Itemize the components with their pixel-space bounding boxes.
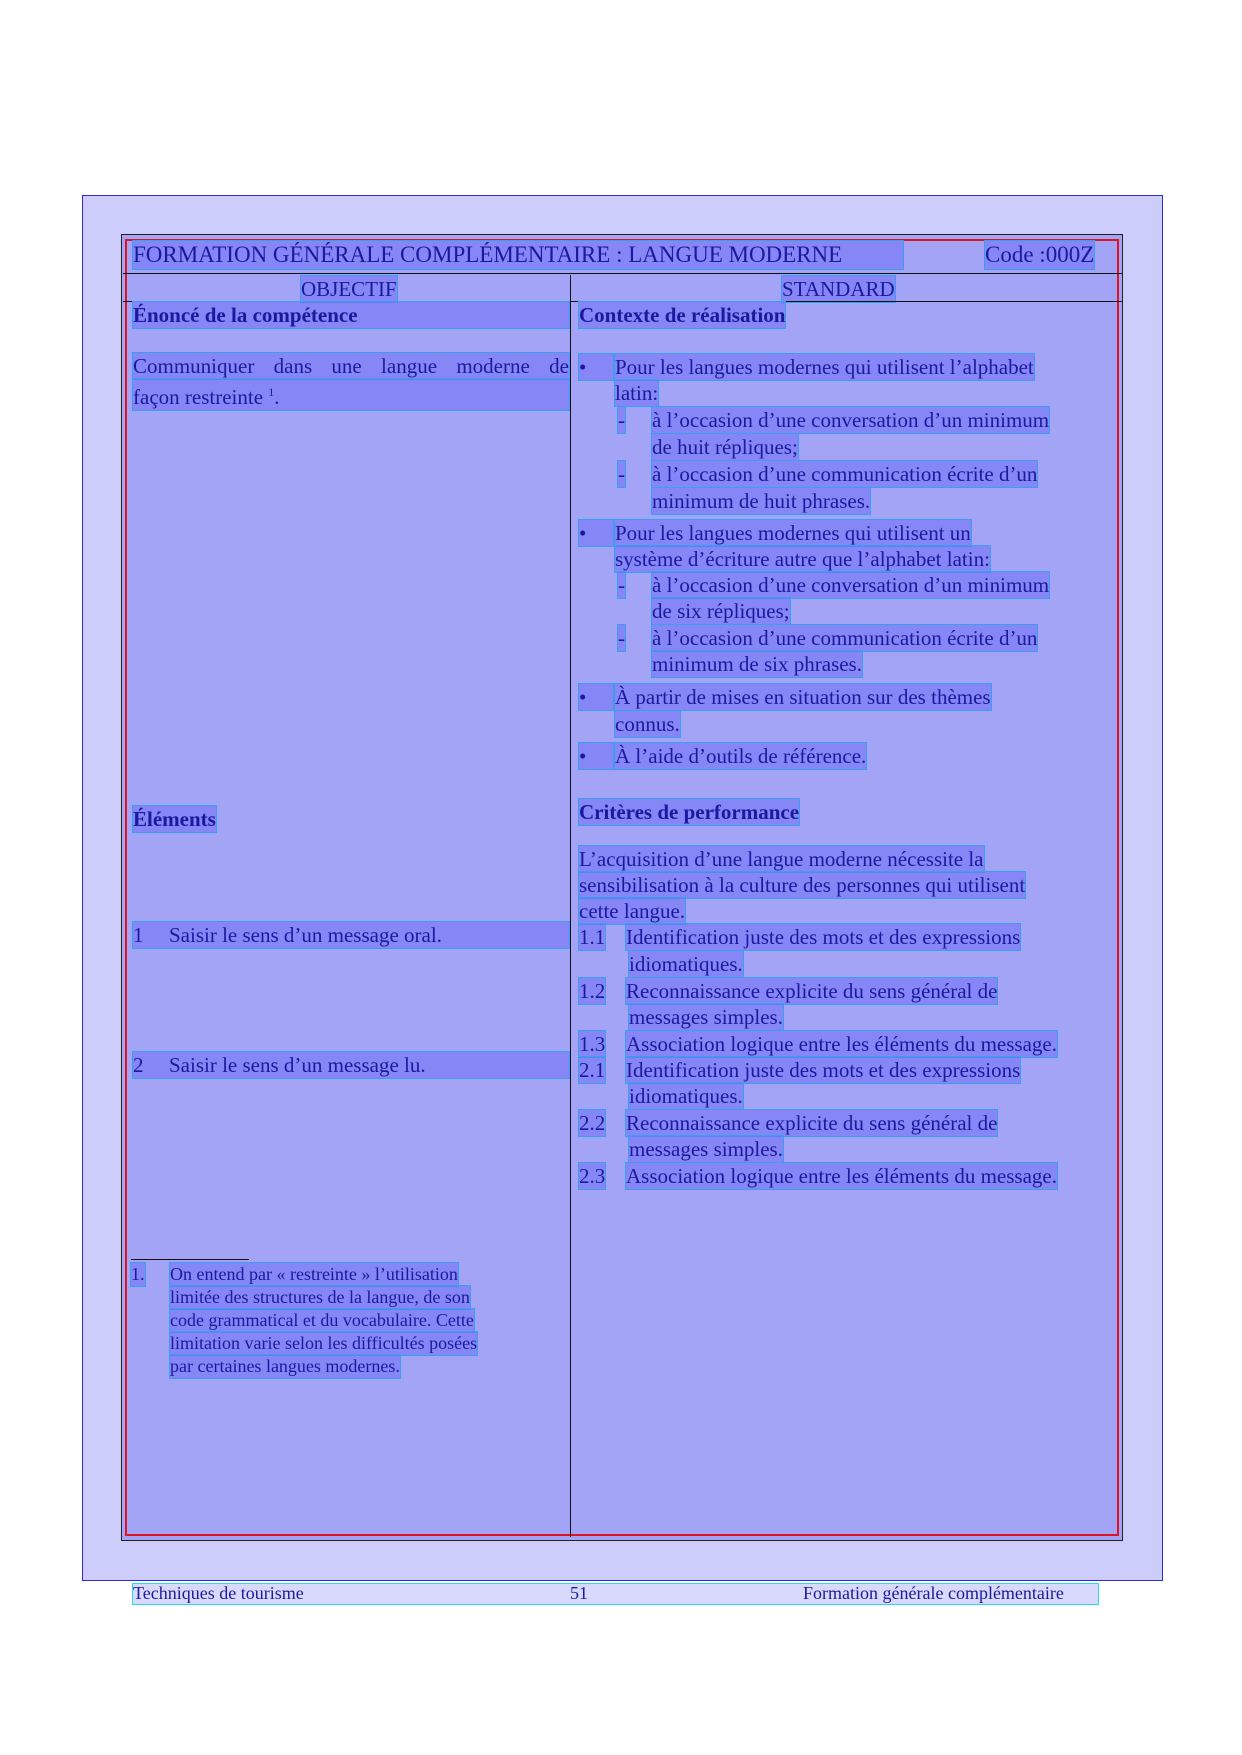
footnote-line: On entend par « restreinte » l’utilisation — [170, 1264, 458, 1284]
footnote-line: limitée des structures de la langue, de son — [170, 1287, 470, 1307]
criteria-intro-line: L’acquisition d’une langue moderne nécessite la — [579, 847, 984, 871]
criteria-heading: Critères de performance — [579, 800, 800, 824]
element-item-2 — [133, 1052, 569, 1078]
footnote-number: 1. — [131, 1264, 145, 1284]
footer-right: Formation générale complémentaire — [803, 1583, 1064, 1603]
footnote-separator — [131, 1259, 249, 1260]
criterion-line: idiomatiques. — [629, 952, 743, 976]
sub-item-line: de huit répliques; — [652, 435, 798, 459]
enonce-word: dans — [273, 354, 313, 378]
page-number: 51 — [570, 1583, 588, 1603]
criterion-line: Identification juste des mots et des expressions — [626, 1058, 1021, 1082]
criterion-line: messages simples. — [629, 1005, 783, 1029]
criterion-line: Association logique entre les éléments du message. — [626, 1164, 1057, 1188]
bullet-line: À partir de mises en situation sur des thèmes — [615, 685, 991, 709]
criterion-line: Identification juste des mots et des expressions — [626, 925, 1021, 949]
bullet-line: système d’écriture autre que l’alphabet latin: — [615, 547, 990, 571]
enonce-period: . — [274, 385, 280, 409]
dash-icon: - — [618, 462, 625, 486]
column-header-standard: STANDARD — [782, 277, 895, 301]
criteria-intro-line: cette langue. — [579, 899, 686, 923]
bullet-line: Pour les langues modernes qui utilisent l’alphabet — [615, 355, 1034, 379]
criterion-line: Reconnaissance explicite du sens général de — [626, 1111, 998, 1135]
element-item-1 — [133, 922, 569, 948]
sub-item-line: à l’occasion d’une communication écrite d’un — [652, 626, 1038, 650]
element-number: 2 — [133, 1053, 144, 1077]
element-text: Saisir le sens d’un message oral. — [169, 923, 442, 947]
enonce-word: de — [549, 354, 569, 378]
enonce-line-2 — [133, 379, 569, 410]
criterion-line: Reconnaissance explicite du sens général de — [626, 979, 998, 1003]
enonce-word: Communiquer — [133, 354, 255, 378]
enonce-word: langue — [381, 354, 438, 378]
sub-item-line: à l’occasion d’une conversation d’un minimum — [652, 573, 1050, 597]
criterion-line: messages simples. — [629, 1137, 783, 1161]
element-number: 1 — [133, 923, 144, 947]
bullet-icon: • — [579, 684, 613, 710]
enonce-text: façon restreinte — [133, 385, 264, 409]
sub-item-line: minimum de six phrases. — [652, 652, 862, 676]
element-text: Saisir le sens d’un message lu. — [169, 1053, 426, 1077]
footnote-line: par certaines langues modernes. — [170, 1356, 400, 1376]
bullet-line: Pour les langues modernes qui utilisent un — [615, 521, 971, 545]
sub-item-line: à l’occasion d’une communication écrite d’un — [652, 462, 1038, 486]
criterion-number: 2.1 — [579, 1058, 606, 1082]
criterion-line: idiomatiques. — [629, 1084, 743, 1108]
bullet-line: connus. — [615, 712, 680, 736]
dash-icon: - — [618, 626, 625, 650]
column-divider — [570, 275, 571, 1537]
enonce-word: une — [331, 354, 362, 378]
criterion-number: 2.2 — [579, 1111, 606, 1135]
criterion-line: Association logique entre les éléments du message. — [626, 1032, 1057, 1056]
bullet-line: À l’aide d’outils de référence. — [615, 744, 867, 768]
footnote-reference: 1 — [268, 385, 275, 399]
bullet-icon: • — [579, 354, 613, 380]
enonce-word: moderne — [456, 354, 530, 378]
dash-icon: - — [618, 573, 625, 597]
sub-item-line: de six répliques; — [652, 599, 790, 623]
bullet-icon: • — [579, 520, 613, 546]
context-heading: Contexte de réalisation — [579, 303, 786, 327]
criteria-intro-line: sensibilisation à la culture des personnes qui utilisent — [579, 873, 1026, 897]
sub-item-line: à l’occasion d’une conversation d’un minimum — [652, 408, 1050, 432]
footer-left: Techniques de tourisme — [133, 1583, 304, 1603]
enonce-line-1 — [133, 353, 569, 379]
title-divider — [123, 273, 1123, 274]
criterion-number: 2.3 — [579, 1164, 606, 1188]
dash-icon: - — [618, 408, 625, 432]
enonce-heading: Énoncé de la compétence — [133, 302, 569, 328]
footnote-line: limitation varie selon les difficultés posées — [170, 1333, 478, 1353]
criterion-number: 1.1 — [579, 925, 606, 949]
footnote-line: code grammatical et du vocabulaire. Cette — [170, 1310, 474, 1330]
bullet-line: latin: — [615, 381, 659, 405]
criterion-number: 1.3 — [579, 1032, 606, 1056]
elements-heading: Éléments — [133, 807, 216, 831]
criterion-number: 1.2 — [579, 979, 606, 1003]
sub-item-line: minimum de huit phrases. — [652, 489, 871, 513]
column-header-objectif: OBJECTIF — [301, 277, 397, 301]
table-title: FORMATION GÉNÉRALE COMPLÉMENTAIRE : LANGUE MODERNE — [133, 241, 903, 269]
code-label: Code :000Z — [985, 242, 1095, 267]
bullet-icon: • — [579, 743, 613, 769]
